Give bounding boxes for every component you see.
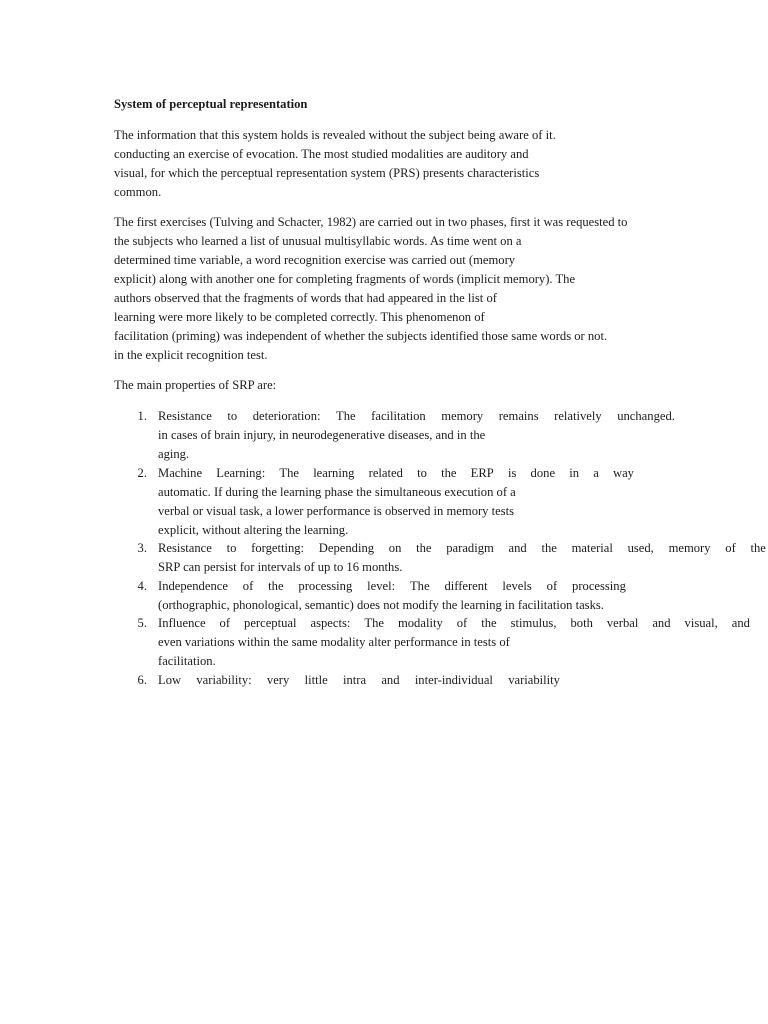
word: ERP bbox=[470, 466, 494, 480]
word: variability bbox=[508, 673, 560, 687]
word: variability: bbox=[196, 673, 252, 687]
list-item-line: aging. bbox=[158, 447, 190, 461]
word: perceptual bbox=[244, 616, 297, 630]
paragraph-1-line: The information that this system holds is revealed without the subject being aware of it. bbox=[114, 128, 556, 142]
word: of bbox=[242, 579, 254, 593]
word: both bbox=[570, 616, 593, 630]
word: Resistance bbox=[158, 541, 212, 555]
word: of bbox=[456, 616, 468, 630]
word: on bbox=[388, 541, 402, 555]
word: different bbox=[444, 579, 488, 593]
word: Influence bbox=[158, 616, 206, 630]
word: Learning: bbox=[216, 466, 266, 480]
word: visual, bbox=[684, 616, 718, 630]
paragraph-2-line: learning were more likely to be completed correctly. This phenomenon of bbox=[114, 310, 485, 324]
paragraph-2-line: The first exercises (Tulving and Schacter, 1982) are carried out in two phases, first it was requested to bbox=[114, 215, 628, 229]
list-intro: The main properties of SRP are: bbox=[114, 378, 277, 392]
list-item-line bbox=[158, 615, 750, 631]
word: inter-individual bbox=[414, 673, 493, 687]
word: The bbox=[336, 409, 356, 423]
word: done bbox=[530, 466, 556, 480]
word: paradigm bbox=[446, 541, 494, 555]
list-item-line bbox=[158, 408, 675, 424]
word: memory bbox=[441, 409, 484, 423]
list-item-line: (orthographic, phonological, semantic) does not modify the learning in facilitation tasks. bbox=[158, 598, 604, 612]
word: Independence bbox=[158, 579, 228, 593]
list-number: 3. bbox=[137, 541, 147, 555]
list-number: 5. bbox=[137, 616, 147, 630]
word: to bbox=[226, 541, 237, 555]
word: verbal bbox=[606, 616, 639, 630]
word: and bbox=[731, 616, 750, 630]
word: forgetting: bbox=[251, 541, 305, 555]
word: processing bbox=[298, 579, 353, 593]
word: intra bbox=[342, 673, 367, 687]
list-item-line: automatic. If during the learning phase the simultaneous execution of a bbox=[158, 485, 516, 499]
paragraph-2-line: facilitation (priming) was independent of whether the subjects identified those same words or not. bbox=[114, 329, 608, 343]
word: little bbox=[304, 673, 328, 687]
word: in bbox=[569, 466, 580, 480]
list-item-line bbox=[158, 578, 626, 594]
word: processing bbox=[572, 579, 626, 593]
paragraph-2-line: determined time variable, a word recognition exercise was carried out (memory bbox=[114, 253, 516, 267]
word: to bbox=[227, 409, 238, 423]
word: modality bbox=[397, 616, 443, 630]
word: unchanged. bbox=[617, 409, 675, 423]
paragraph-1-line: visual, for which the perceptual representation system (PRS) presents characteristics bbox=[114, 166, 540, 180]
word: The bbox=[279, 466, 299, 480]
list-item-line: even variations within the same modality alter performance in tests of bbox=[158, 635, 510, 649]
word: and bbox=[381, 673, 400, 687]
list-item-line: verbal or visual task, a lower performance is observed in memory tests bbox=[158, 504, 515, 518]
word: the bbox=[541, 541, 557, 555]
list-item-line bbox=[158, 672, 560, 688]
word: the bbox=[750, 541, 766, 555]
word: of bbox=[546, 579, 558, 593]
word: of bbox=[219, 616, 231, 630]
word: The bbox=[364, 616, 384, 630]
word: very bbox=[266, 673, 290, 687]
list-item-line bbox=[158, 465, 634, 481]
word: the bbox=[481, 616, 497, 630]
word: Machine bbox=[158, 466, 203, 480]
word: material bbox=[571, 541, 613, 555]
word: way bbox=[612, 466, 634, 480]
word: the bbox=[268, 579, 284, 593]
word: facilitation bbox=[371, 409, 426, 423]
list-number: 4. bbox=[137, 579, 147, 593]
paragraph-1-line: common. bbox=[114, 185, 162, 199]
word: remains bbox=[498, 409, 539, 423]
word: relatively bbox=[554, 409, 602, 423]
word: memory bbox=[668, 541, 711, 555]
word: used, bbox=[627, 541, 654, 555]
word: Resistance bbox=[158, 409, 212, 423]
paragraph-2-line: the subjects who learned a list of unusual multisyllabic words. As time went on a bbox=[114, 234, 522, 248]
paragraph-2-line: authors observed that the fragments of words that had appeared in the list of bbox=[114, 291, 497, 305]
word: to bbox=[417, 466, 427, 480]
list-item-line: facilitation. bbox=[158, 654, 216, 668]
word: Depending bbox=[318, 541, 375, 555]
word: The bbox=[409, 579, 430, 593]
paragraph-1-line: conducting an exercise of evocation. The most studied modalities are auditory and bbox=[114, 147, 529, 161]
list-number: 6. bbox=[137, 673, 147, 687]
word: the bbox=[441, 466, 457, 480]
list-number: 2. bbox=[137, 466, 147, 480]
paragraph-2-line: explicit) along with another one for completing fragments of words (implicit memory). The bbox=[114, 272, 576, 286]
word: of bbox=[725, 541, 736, 555]
list-item-line: explicit, without altering the learning. bbox=[158, 523, 349, 537]
word: deterioration: bbox=[252, 409, 321, 423]
word: related bbox=[368, 466, 403, 480]
paragraph-2-line: in the explicit recognition test. bbox=[114, 348, 268, 362]
word: and bbox=[508, 541, 527, 555]
word: learning bbox=[313, 466, 355, 480]
word: aspects: bbox=[310, 616, 351, 630]
list-number: 1. bbox=[137, 409, 147, 423]
page-title: System of perceptual representation bbox=[114, 97, 308, 111]
word: the bbox=[416, 541, 432, 555]
word: stimulus, bbox=[510, 616, 557, 630]
word: is bbox=[507, 466, 517, 480]
list-item-line bbox=[158, 540, 766, 556]
list-item-line: in cases of brain injury, in neurodegenerative diseases, and in the bbox=[158, 428, 486, 442]
word: Low bbox=[158, 673, 182, 687]
word: levels bbox=[502, 579, 532, 593]
list-item-line: SRP can persist for intervals of up to 16 months. bbox=[158, 560, 403, 574]
word: and bbox=[652, 616, 671, 630]
word: a bbox=[593, 466, 599, 480]
word: level: bbox=[367, 579, 396, 593]
